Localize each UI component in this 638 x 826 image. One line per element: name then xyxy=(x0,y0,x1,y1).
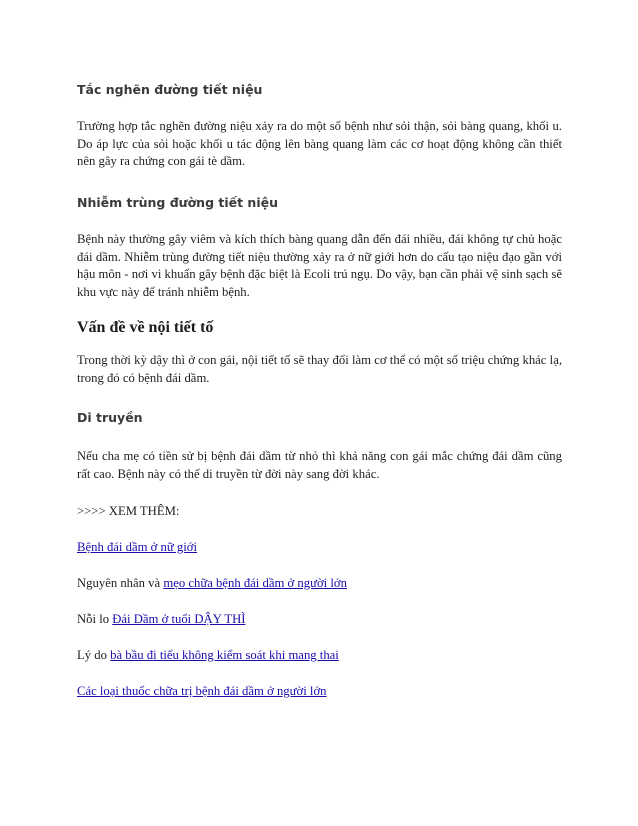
link-bedwetting-women[interactable]: Bệnh đái dầm ở nữ giới xyxy=(77,540,198,554)
paragraph-genetics: Nếu cha mẹ có tiền sử bị bệnh đái dầm từ nhỏ thì khả năng con gái mắc chứng đái dầm cũng rất cao. Bệnh này có thể di truyền từ đời này sang đời khác. xyxy=(77,449,562,481)
paragraph-hormones: Trong thời kỳ dậy thì ở con gái, nội tiết tố sẽ thay đổi làm cơ thể có một số triệu chứng khác lạ, trong đó có bệnh đái dầm. xyxy=(77,353,562,385)
link-line-5 xyxy=(77,683,327,699)
link-line-3 xyxy=(77,611,245,627)
link-pregnancy-incontinence[interactable]: bà bầu đi tiểu không kiểm soát khi mang thai xyxy=(110,648,339,662)
link-line-4 xyxy=(77,647,339,663)
heading-urinary-infection: Nhiễm trùng đường tiết niệu xyxy=(77,195,278,210)
link-prefix: Lý do xyxy=(77,648,111,662)
paragraph-urinary-obstruction: Trường hợp tắc nghẽn đường niệu xảy ra do một số bệnh như sỏi thận, sỏi bàng quang, khối u. Do áp lực của sỏi hoặc khối u tác động lên bàng quang làm các cơ hoạt động không cần thiết nên gây ra chứng con gái tè dầm. xyxy=(77,119,562,168)
link-bedwetting-medications[interactable]: Các loại thuốc chữa trị bệnh đái dầm ở người lớn xyxy=(77,684,327,698)
heading-hormones: Vấn đề về nội tiết tố xyxy=(77,319,214,336)
link-line-2 xyxy=(77,575,347,591)
link-bedwetting-adults-tips[interactable]: mẹo chữa bệnh đái dầm ở người lớn xyxy=(163,576,347,590)
link-prefix: Nỗi lo xyxy=(77,612,113,626)
link-line-1 xyxy=(77,539,197,555)
see-more-label: >>>> XEM THÊM: xyxy=(77,504,180,518)
link-prefix: Nguyên nhân và xyxy=(77,576,164,590)
heading-urinary-obstruction: Tắc nghẽn đường tiết niệu xyxy=(77,82,263,97)
heading-genetics: Di truyền xyxy=(77,410,143,425)
paragraph-urinary-infection: Bệnh này thường gây viêm và kích thích bàng quang dẫn đến đái nhiều, đái không tự chủ hoặc đái dầm. Nhiễm trùng đường tiết niệu thường xảy ra ở nữ giới hơn do cấu tạo niệu đạo gần với hậu môn - nơi vi khuẩn gây bệnh đặc biệt là Ecoli trú ngụ. Do vậy, bạn cần phải vệ sinh sạch sẽ khu vực này để tránh nhiễm bệnh. xyxy=(77,232,562,299)
link-bedwetting-puberty[interactable]: Đái Dầm ở tuổi DẬY THÌ xyxy=(112,612,246,626)
